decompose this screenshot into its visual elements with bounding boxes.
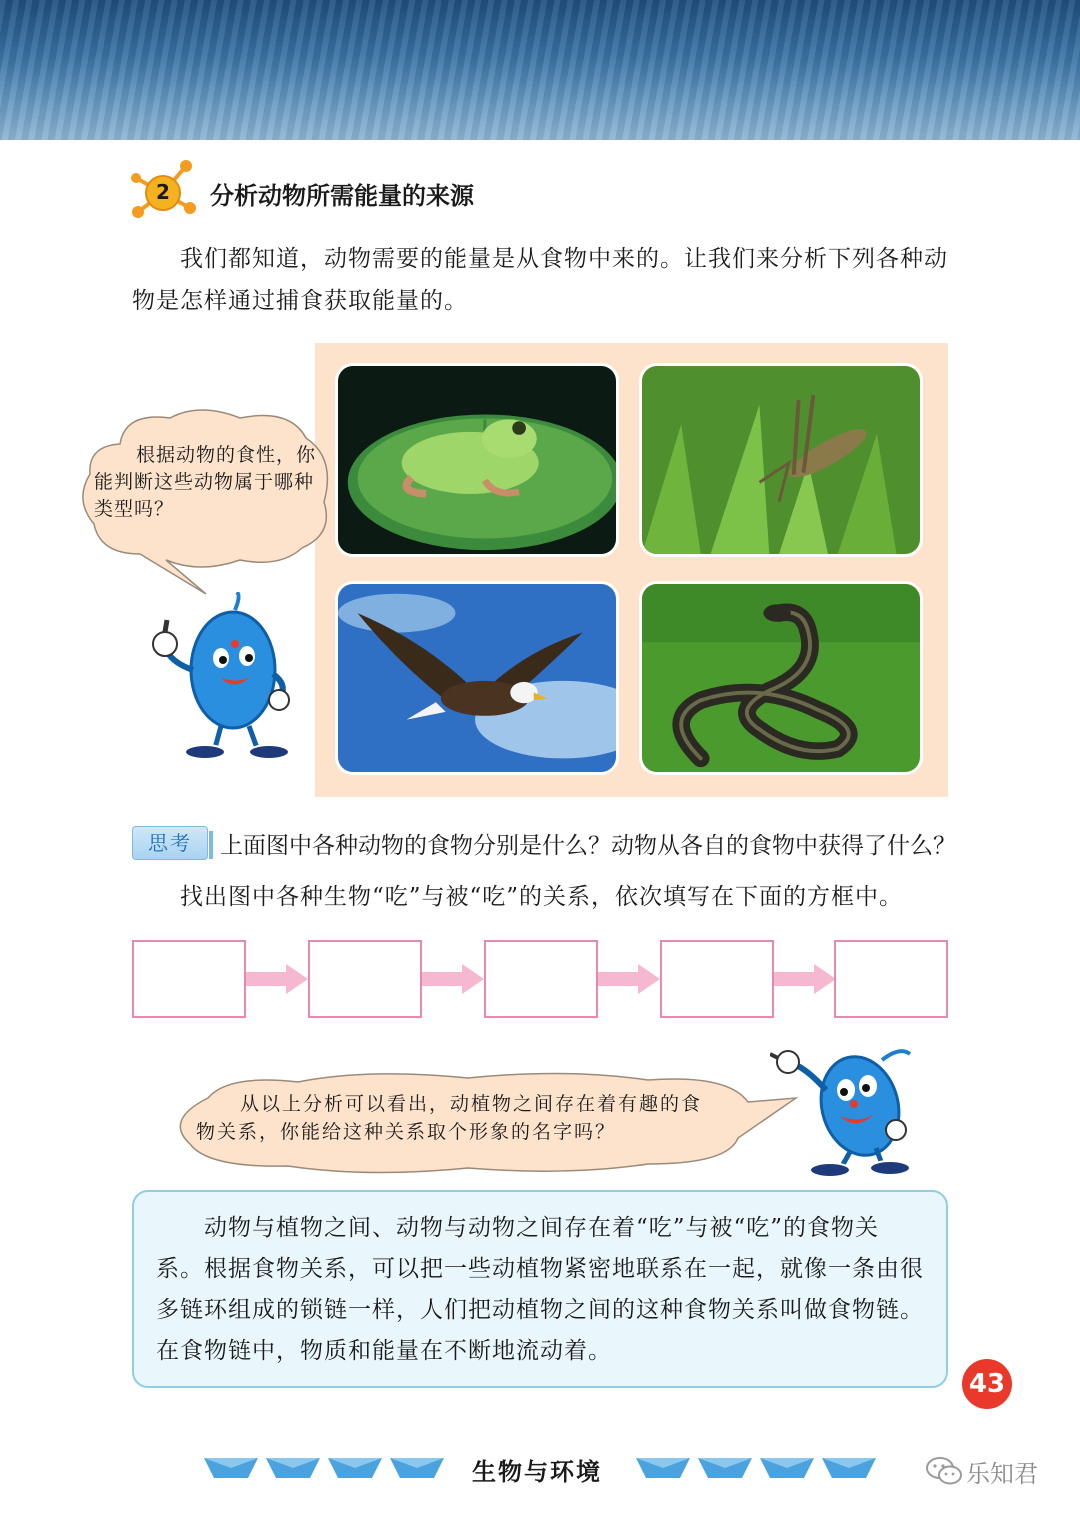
think-tag: 思考 xyxy=(132,826,208,860)
mascot-character-pointing-up xyxy=(145,592,295,762)
arrow-right-icon xyxy=(774,964,836,994)
footer-title: 生物与环境 xyxy=(472,1458,602,1486)
food-chain-definition-box xyxy=(132,1190,948,1388)
chain-box-5[interactable] xyxy=(834,940,948,1018)
arrow-right-icon xyxy=(422,964,484,994)
chain-box-4[interactable] xyxy=(660,940,774,1018)
speech-bubble-bottom-text: 从以上分析可以看出，动植物之间存在着有趣的食物关系，你能给这种关系取个形象的名字吗？ xyxy=(196,1093,703,1143)
think-text: 上面图中各种动物的食物分别是什么？动物从各自的食物中获得了什么？ xyxy=(220,833,956,859)
intro-paragraph: 我们都知道，动物需要的能量是从食物中来的。让我们来分析下列各种动物是怎样通过捕食获取能量的。 xyxy=(132,246,948,314)
wechat-icon xyxy=(926,1456,962,1486)
section-title: 分析动物所需能量的来源 xyxy=(210,182,474,210)
arrow-right-icon xyxy=(246,964,308,994)
chain-box-2[interactable] xyxy=(308,940,422,1018)
arrow-right-icon xyxy=(598,964,660,994)
footer xyxy=(0,1440,1080,1500)
chain-box-3[interactable] xyxy=(484,940,598,1018)
paper-boat-icon xyxy=(760,1454,814,1480)
think-question xyxy=(132,824,972,864)
grasshopper-photo xyxy=(639,363,923,557)
header-banner xyxy=(0,0,1080,140)
watermark: 乐知君 xyxy=(966,1460,1038,1488)
paper-boat-icon xyxy=(204,1454,258,1480)
food-chain-boxes xyxy=(132,940,948,1018)
animal-photo-panel xyxy=(315,343,948,797)
eagle-photo xyxy=(335,581,619,775)
food-chain-instruction: 找出图中各种生物“吃”与被“吃”的关系，依次填写在下面的方框中。 xyxy=(180,884,904,910)
mascot-character-pointing-left xyxy=(770,1040,920,1180)
food-chain-definition-text: 动物与植物之间、动物与动物之间存在着“吃”与被“吃”的食物关系。根据食物关系，可以把一些动植物紧密地联系在一起，就像一条由很多链环组成的锁链一样，人们把动植物之间的这种食物关系叫做食物链。在食物链中，物质和能量在不断地流动着。 xyxy=(156,1215,924,1364)
paper-boat-icon xyxy=(698,1454,752,1480)
speech-bubble-top-text: 根据动物的食性，你能判断这些动物属于哪种类型吗？ xyxy=(94,444,317,520)
paper-boat-icon xyxy=(328,1454,382,1480)
page-number-badge: 43 xyxy=(962,1359,1012,1409)
chain-box-1[interactable] xyxy=(132,940,246,1018)
snake-photo xyxy=(639,581,923,775)
paper-boat-icon xyxy=(266,1454,320,1480)
section-number: 2 xyxy=(156,180,170,204)
frog-photo xyxy=(335,363,619,557)
paper-boat-icon xyxy=(822,1454,876,1480)
paper-boat-icon xyxy=(636,1454,690,1480)
section-heading xyxy=(128,156,548,226)
paper-boat-icon xyxy=(390,1454,444,1480)
